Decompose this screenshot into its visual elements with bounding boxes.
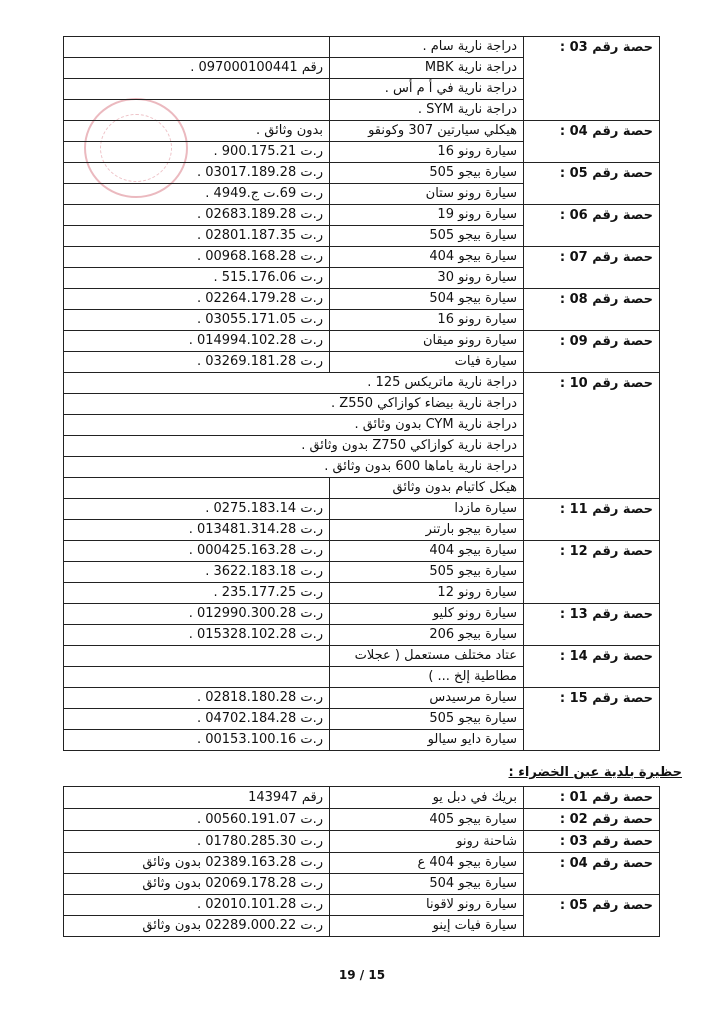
table-row	[64, 853, 660, 874]
item-description: سيارة مرسيدس	[330, 688, 524, 709]
item-description: سيارة رونو 16	[330, 310, 524, 331]
item-description: مطاطية إلخ ... )	[330, 667, 524, 688]
table-row	[64, 289, 660, 310]
item-registration: ر.ت 69.ت ج.4949 .	[64, 184, 330, 205]
item-registration: ر.ت 0275.183.14 .	[64, 499, 330, 520]
item-description: سيارة بيجو 505	[330, 226, 524, 247]
item-registration: ر.ت 02801.187.35 .	[64, 226, 330, 247]
item-description: سيارة رونو 16	[330, 142, 524, 163]
lot-label: حصة رقم 03 :	[524, 831, 660, 853]
item-description: سيارة بيجو 404 ع	[330, 853, 524, 874]
item-description: سيارة فيات إينو	[330, 916, 524, 937]
item-description: سيارة بيجو 405	[330, 809, 524, 831]
lots-table-2	[63, 786, 660, 937]
lots-table-1	[63, 36, 660, 751]
item-description: سيارة رونو 12	[330, 583, 524, 604]
item-description: سيارة مازدا	[330, 499, 524, 520]
item-description: دراجة نارية ماتريكس 125 .	[64, 373, 524, 394]
table-row	[64, 121, 660, 142]
item-registration: ر.ت 02389.163.28 بدون وثائق	[64, 853, 330, 874]
item-registration: ر.ت 03055.171.05 .	[64, 310, 330, 331]
item-registration: ر.ت 01780.285.30 .	[64, 831, 330, 853]
item-description: دراجة نارية MBK	[330, 58, 524, 79]
table-row	[64, 541, 660, 562]
item-description: سيارة بيجو 504	[330, 289, 524, 310]
page-number: 19 / 15	[338, 968, 386, 982]
item-registration: ر.ت 900.175.21 .	[64, 142, 330, 163]
table-row	[64, 499, 660, 520]
item-description: سيارة رونو ستان	[330, 184, 524, 205]
item-registration: ر.ت 02818.180.28 .	[64, 688, 330, 709]
item-registration: ر.ت 02010.101.28 .	[64, 895, 330, 916]
item-description: سيارة رونو لاقونا	[330, 895, 524, 916]
lot-label: حصة رقم 13 :	[524, 604, 660, 646]
item-registration: ر.ت 02069.178.28 بدون وثائق	[64, 874, 330, 895]
lot-label: حصة رقم 11 :	[524, 499, 660, 541]
item-description: دراجة نارية سام .	[330, 37, 524, 58]
table-row	[64, 787, 660, 809]
table-row	[64, 646, 660, 667]
item-description: دراجة نارية SYM .	[330, 100, 524, 121]
lot-label: حصة رقم 06 :	[524, 205, 660, 247]
lot-label: حصة رقم 05 :	[524, 163, 660, 205]
lot-label: حصة رقم 09 :	[524, 331, 660, 373]
table-row	[64, 331, 660, 352]
lot-label: حصة رقم 10 :	[524, 373, 660, 499]
item-description: هيكلي سيارتين 307 وكونقو	[330, 121, 524, 142]
lot-label: حصة رقم 03 :	[524, 37, 660, 121]
lot-label: حصة رقم 04 :	[524, 121, 660, 163]
item-description: سيارة بيجو 404	[330, 541, 524, 562]
table-row	[64, 205, 660, 226]
item-registration: ر.ت 02683.189.28 .	[64, 205, 330, 226]
section-title: حظيرة بلدية عين الخضراء :	[508, 765, 682, 780]
table-row	[64, 247, 660, 268]
item-description: سيارة فيات	[330, 352, 524, 373]
table-row	[64, 809, 660, 831]
item-registration: ر.ت 02289.000.22 بدون وثائق	[64, 916, 330, 937]
lot-label: حصة رقم 12 :	[524, 541, 660, 604]
lot-label: حصة رقم 02 :	[524, 809, 660, 831]
item-description: سيارة رونو ميقان	[330, 331, 524, 352]
item-description: هيكل كاتيام بدون وثائق	[330, 478, 524, 499]
item-description: دراجة نارية ياماها 600 بدون وثائق .	[64, 457, 524, 478]
lot-label: حصة رقم 14 :	[524, 646, 660, 688]
table-row	[64, 604, 660, 625]
lot-label: حصة رقم 08 :	[524, 289, 660, 331]
item-registration: بدون وثائق .	[64, 121, 330, 142]
item-registration: ر.ت 013481.314.28 .	[64, 520, 330, 541]
item-description: سيارة رونو 30	[330, 268, 524, 289]
item-registration: ر.ت 3622.183.18 .	[64, 562, 330, 583]
lot-label: حصة رقم 15 :	[524, 688, 660, 751]
item-registration: ر.ت 014994.102.28 .	[64, 331, 330, 352]
item-registration: ر.ت 000425.163.28 .	[64, 541, 330, 562]
item-description: سيارة رونو كليو	[330, 604, 524, 625]
item-registration: ر.ت 02264.179.28 .	[64, 289, 330, 310]
item-registration	[64, 100, 330, 121]
item-description: عتاد مختلف مستعمل ( عجلات	[330, 646, 524, 667]
item-registration: ر.ت 03269.181.28 .	[64, 352, 330, 373]
item-registration	[64, 37, 330, 58]
item-description: سيارة بيجو 505	[330, 163, 524, 184]
item-registration: ر.ت 515.176.06 .	[64, 268, 330, 289]
item-description: سيارة بيجو 404	[330, 247, 524, 268]
item-description: سيارة بيجو 505	[330, 562, 524, 583]
item-description: سيارة دايو سيالو	[330, 730, 524, 751]
item-registration: ر.ت 00968.168.28 .	[64, 247, 330, 268]
item-registration: ر.ت 03017.189.28 .	[64, 163, 330, 184]
item-description: سيارة بيجو 206	[330, 625, 524, 646]
item-registration	[64, 646, 330, 667]
table-row	[64, 895, 660, 916]
item-registration: ر.ت 00153.100.16 .	[64, 730, 330, 751]
item-description: دراجة نارية CYM بدون وثائق .	[64, 415, 524, 436]
lot-label: حصة رقم 07 :	[524, 247, 660, 289]
item-description: سيارة بيجو 505	[330, 709, 524, 730]
table-row	[64, 831, 660, 853]
item-description: شاحنة رونو	[330, 831, 524, 853]
item-registration: رقم 097000100441 .	[64, 58, 330, 79]
table-row	[64, 688, 660, 709]
lot-label: حصة رقم 01 :	[524, 787, 660, 809]
item-description: سيارة بيجو بارتنر	[330, 520, 524, 541]
item-registration: ر.ت 015328.102.28 .	[64, 625, 330, 646]
item-registration	[64, 478, 330, 499]
item-description: سيارة رونو 19	[330, 205, 524, 226]
table-row	[64, 163, 660, 184]
table-row	[64, 373, 660, 394]
item-registration: ر.ت 00560.191.07 .	[64, 809, 330, 831]
item-registration	[64, 667, 330, 688]
lot-label: حصة رقم 05 :	[524, 895, 660, 937]
lot-label: حصة رقم 04 :	[524, 853, 660, 895]
item-registration: ر.ت 235.177.25 .	[64, 583, 330, 604]
table-row	[64, 37, 660, 58]
item-description: سيارة بيجو 504	[330, 874, 524, 895]
item-registration: ر.ت 04702.184.28 .	[64, 709, 330, 730]
item-description: دراجة نارية كوازاكي Z750 بدون وثائق .	[64, 436, 524, 457]
item-registration: رقم 143947	[64, 787, 330, 809]
item-description: دراجة نارية بيضاء كوازاكي Z550 .	[64, 394, 524, 415]
item-description: بريك في دبل يو	[330, 787, 524, 809]
item-description: دراجة نارية في أ م أس .	[330, 79, 524, 100]
item-registration	[64, 79, 330, 100]
item-registration: ر.ت 012990.300.28 .	[64, 604, 330, 625]
